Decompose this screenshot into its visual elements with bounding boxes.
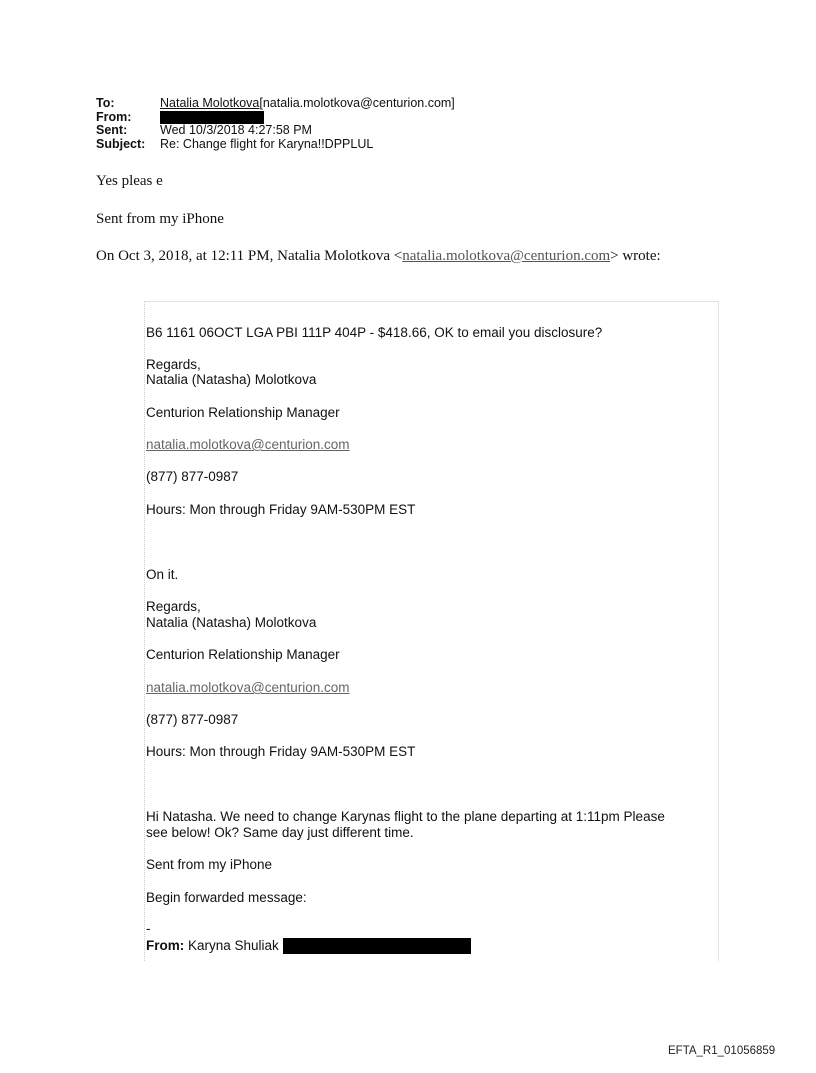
forwarded-from-name: Karyna Shuliak (184, 938, 283, 953)
request-line-1: Hi Natasha. We need to change Karynas flight to the plane departing at 1:11pm Please (146, 809, 665, 824)
sender-name-2: Natalia (Natasha) Molotkova (146, 615, 317, 630)
sent-row (96, 124, 455, 138)
sender-email-link[interactable]: natalia.molotkova@centurion.com (146, 437, 350, 452)
subject-label: Subject: (96, 136, 146, 151)
subject-value: Re: Change flight for Karyna!!DPPLUL (160, 136, 374, 151)
email-header (96, 97, 455, 151)
sender-email-link-2[interactable]: natalia.molotkova@centurion.com (146, 680, 350, 695)
separator-dash: - (146, 921, 151, 936)
wrote-email-link[interactable]: natalia.molotkova@centurion.com (402, 248, 611, 264)
regards-text-2: Regards, (146, 599, 201, 614)
subject-row (96, 138, 455, 152)
forwarded-from-row (146, 938, 471, 954)
from-row (96, 111, 455, 125)
sender-role-2: Centurion Relationship Manager (146, 647, 340, 662)
to-row (96, 97, 455, 111)
sent-label: Sent: (96, 123, 128, 137)
request-line-2: see below! Ok? Same day just different time. (146, 825, 414, 840)
on-it-text: On it. (146, 567, 179, 582)
sender-phone-2: (877) 877-0987 (146, 712, 239, 727)
to-label: To: (96, 96, 115, 110)
from-label: From: (96, 109, 132, 124)
sent-from-iphone: Sent from my iPhone (146, 857, 273, 872)
sender-hours: Hours: Mon through Friday 9AM-530PM EST (146, 502, 416, 517)
sent-value: Wed 10/3/2018 4:27:58 PM (160, 123, 312, 137)
to-email: [natalia.molotkova@centurion.com] (259, 96, 455, 110)
forwarded-label: Begin forwarded message: (146, 890, 307, 905)
sender-hours-2: Hours: Mon through Friday 9AM-530PM EST (146, 744, 416, 759)
flight-details: B6 1161 06OCT LGA PBI 111P 404P - $418.66, OK to email you disclosure? (146, 325, 603, 340)
to-name: Natalia Molotkova (160, 96, 260, 110)
to-value (160, 97, 455, 111)
reply-signature: Sent from my iPhone (96, 211, 224, 227)
redaction-bar (160, 111, 264, 124)
wrote-suffix: > wrote: (610, 248, 661, 264)
forwarded-from-label: From: (146, 938, 185, 953)
regards-text: Regards, (146, 357, 201, 372)
sender-role: Centurion Relationship Manager (146, 405, 340, 420)
quote-attribution (96, 248, 661, 265)
sender-phone: (877) 877-0987 (146, 469, 239, 484)
document-id: EFTA_R1_01056859 (668, 1045, 776, 1057)
redaction-bar-2 (283, 938, 471, 954)
wrote-prefix: On Oct 3, 2018, at 12:11 PM, Natalia Molotkova < (96, 248, 403, 264)
reply-line: Yes pleas e (96, 173, 163, 189)
sender-name: Natalia (Natasha) Molotkova (146, 372, 317, 387)
